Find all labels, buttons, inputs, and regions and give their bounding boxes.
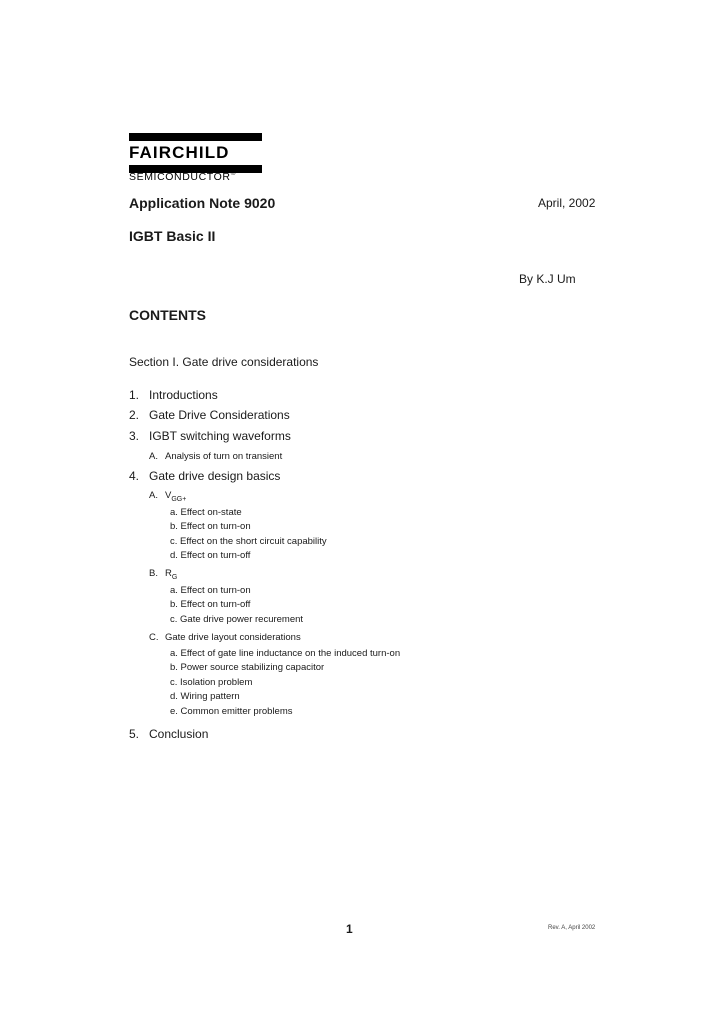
toc-subitem-text (165, 490, 186, 503)
toc-item-4b-b: b. Effect on turn-off (170, 599, 251, 610)
toc-item-number: 4. (129, 469, 140, 483)
toc-item-4c-b: b. Power source stabilizing capacitor (170, 662, 325, 673)
toc-subitem-letter: A. (149, 451, 158, 462)
toc-item-text: Introductions (149, 388, 218, 402)
toc-subitem-text: Analysis of turn on transient (165, 451, 283, 462)
toc-item-4a-a: a. Effect on-state (170, 507, 242, 518)
toc-item-text: Gate drive design basics (149, 469, 281, 483)
section-heading: Section I. Gate drive considerations (129, 355, 319, 369)
rg-subscript: G (171, 573, 178, 581)
document-title: IGBT Basic II (129, 228, 216, 244)
toc-item-4c-d: d. Wiring pattern (170, 691, 240, 702)
logo-subtitle-text: SEMICONDUCTOR (129, 171, 231, 183)
fairchild-logo (129, 133, 263, 183)
logo-top-bar (129, 133, 262, 141)
author: By K.J Um (519, 272, 576, 286)
toc-item-4a-c: c. Effect on the short circuit capability (170, 536, 327, 547)
toc-item-4c-e: e. Common emitter problems (170, 706, 293, 717)
toc-item-4a-d: d. Effect on turn-off (170, 550, 251, 561)
toc-item-number: 5. (129, 727, 140, 741)
toc-subitem-letter: A. (149, 490, 158, 501)
vgg-subscript: GG+ (171, 495, 187, 503)
toc-item-4c-c: c. Isolation problem (170, 677, 253, 688)
contents-heading: CONTENTS (129, 307, 206, 323)
logo-trademark: ® (230, 170, 237, 177)
toc-item-4a-b: b. Effect on turn-on (170, 521, 251, 532)
rg-symbol: R (165, 568, 172, 579)
vgg-symbol: V (165, 490, 172, 501)
publication-date: April, 2002 (538, 196, 596, 210)
toc-item-4b-c: c. Gate drive power recurement (170, 614, 304, 625)
toc-item-number: 2. (129, 408, 140, 422)
toc-subitem-letter: B. (149, 568, 158, 579)
toc-item-number: 1. (129, 388, 140, 402)
toc-subitem-text: Gate drive layout considerations (165, 632, 301, 643)
toc-subitem-letter: C. (149, 632, 159, 643)
toc-item-4b-a: a. Effect on turn-on (170, 585, 251, 596)
toc-item-number: 3. (129, 429, 140, 443)
revision-note: Rev. A, April 2002 (548, 925, 596, 931)
toc-item-text: Gate Drive Considerations (149, 408, 290, 422)
toc-subitem-text (165, 568, 177, 581)
logo-wordmark: FAIRCHILD (129, 143, 230, 162)
app-note-number: Application Note 9020 (129, 195, 276, 211)
toc-item-text: Conclusion (149, 727, 209, 741)
toc-item-4c-a: a. Effect of gate line inductance on the induced turn-on (170, 648, 401, 659)
logo-subtitle (129, 171, 236, 183)
page-number: 1 (346, 922, 353, 936)
toc-item-text: IGBT switching waveforms (149, 429, 291, 443)
